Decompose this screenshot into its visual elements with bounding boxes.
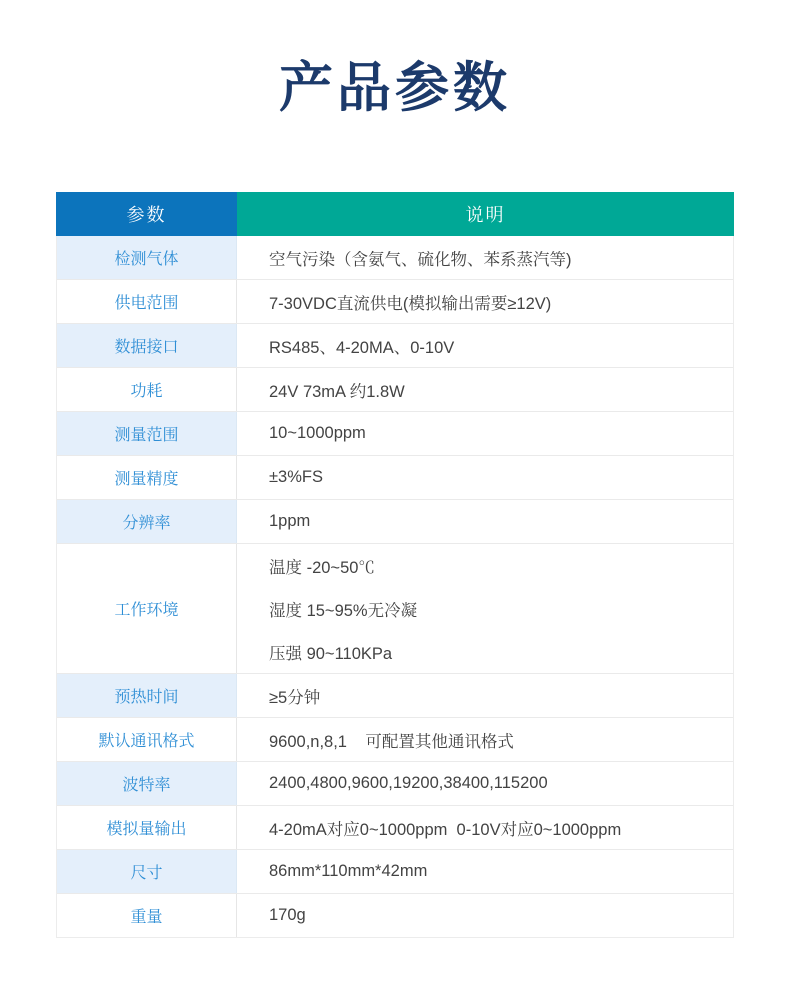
desc-cell [237,718,733,761]
param-cell: 测量范围 [57,412,237,455]
table-row [57,894,733,937]
table-body [56,236,734,938]
param-cell: 测量精度 [57,456,237,499]
desc-line: 24V 73mA 约1.8W [269,382,405,401]
desc-line: 170g [269,906,306,924]
desc-line: ≥5分钟 [269,688,321,707]
param-cell: 默认通讯格式 [57,718,237,761]
table-row [57,368,733,412]
header-cell-param: 参数 [56,192,237,236]
desc-line: 10~1000ppm [269,424,366,442]
desc-line: 2400,4800,9600,19200,38400,115200 [269,774,548,792]
desc-line: 空气污染（含氨气、硫化物、苯系蒸汽等) [269,250,572,269]
desc-line: 压强 90~110KPa [269,644,393,663]
table-row [57,806,733,850]
table-row [57,718,733,762]
table-row [57,324,733,368]
desc-cell [237,674,733,717]
desc-cell [237,894,733,937]
desc-cell [237,412,733,455]
param-cell: 预热时间 [57,674,237,717]
table-row [57,456,733,500]
desc-cell [237,762,733,805]
param-cell: 检测气体 [57,236,237,279]
parameters-table [56,192,734,938]
desc-cell [237,324,733,367]
table-row [57,544,733,674]
desc-line: RS485、4-20MA、0-10V [269,338,455,357]
table-row [57,762,733,806]
desc-line: 9600,n,8,1 可配置其他通讯格式 [269,732,514,751]
param-cell: 供电范围 [57,280,237,323]
desc-cell [237,280,733,323]
page-title: 产品参数 [279,58,511,118]
param-cell: 尺寸 [57,850,237,893]
desc-line: 湿度 15~95%无冷凝 [269,601,418,620]
param-cell: 波特率 [57,762,237,805]
desc-cell [237,500,733,543]
param-cell: 功耗 [57,368,237,411]
desc-cell [237,806,733,849]
desc-line: 7-30VDC直流供电(模拟输出需要≥12V) [269,294,552,313]
desc-cell [237,456,733,499]
param-cell: 工作环境 [57,544,237,673]
table-row [57,674,733,718]
desc-cell [237,544,733,673]
desc-cell [237,850,733,893]
desc-line: ±3%FS [269,468,323,486]
desc-line: 温度 -20~50℃ [269,558,375,577]
param-cell: 数据接口 [57,324,237,367]
header-cell-desc: 说明 [237,192,734,236]
desc-line: 1ppm [269,512,311,530]
param-cell: 分辨率 [57,500,237,543]
table-row [57,412,733,456]
page [0,52,790,926]
param-cell: 模拟量输出 [57,806,237,849]
table-row [57,500,733,544]
table-row [57,236,733,280]
desc-cell [237,236,733,279]
param-cell: 重量 [57,894,237,937]
table-row [57,280,733,324]
table-row [57,850,733,894]
desc-cell [237,368,733,411]
desc-line: 4-20mA对应0~1000ppm 0-10V对应0~1000ppm [269,820,622,839]
desc-line: 86mm*110mm*42mm [269,862,428,880]
table-header-row [56,192,734,236]
